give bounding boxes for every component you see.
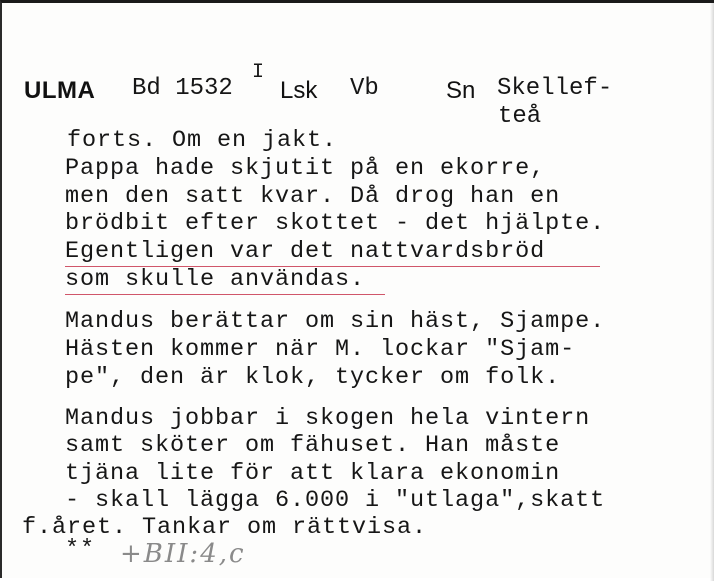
text-line: som skulle användas.	[65, 266, 366, 293]
archive-code: ULMA	[24, 77, 96, 104]
parish-name-line2: teå	[498, 103, 542, 130]
region-code: Vb	[350, 75, 379, 102]
text-line: men den satt kvar. Då drog han en	[65, 183, 561, 210]
volume-suffix: I	[252, 61, 265, 84]
text-line: samt sköter om fähuset. Han måste	[65, 432, 561, 459]
text-line: - skall lägga 6.000 i "utlaga",skatt	[65, 487, 606, 514]
text-line: pe", den är klok, tycker om folk.	[65, 364, 561, 391]
text-line: brödbit efter skottet - det hjälpte.	[65, 210, 606, 237]
card-edge	[710, 3, 714, 581]
text-line: Hästen kommer när M. lockar "Sjam-	[65, 336, 576, 363]
text-line: f.året. Tankar om rättvisa.	[22, 514, 428, 541]
text-line: forts. Om en jakt.	[67, 127, 338, 154]
handwritten-note: +BII:4,c	[120, 539, 246, 569]
red-underline	[65, 294, 385, 295]
text-line: Egentligen var det nattvardsbröd	[65, 238, 546, 265]
asterisks: **	[65, 536, 96, 563]
text-line: Pappa hade skjutit på en ekorre,	[65, 155, 546, 182]
volume-number: Bd 1532	[132, 75, 233, 102]
text-line: tjäna lite för att klara ekonomin	[65, 460, 561, 487]
county-abbr: Lsk	[280, 77, 318, 104]
parish-abbr: Sn	[446, 77, 476, 104]
text-line: Mandus berättar om sin häst, Sjampe.	[65, 308, 606, 335]
text-line: Mandus jobbar i skogen hela vintern	[65, 405, 591, 432]
parish-name-line1: Skellef-	[497, 75, 613, 102]
